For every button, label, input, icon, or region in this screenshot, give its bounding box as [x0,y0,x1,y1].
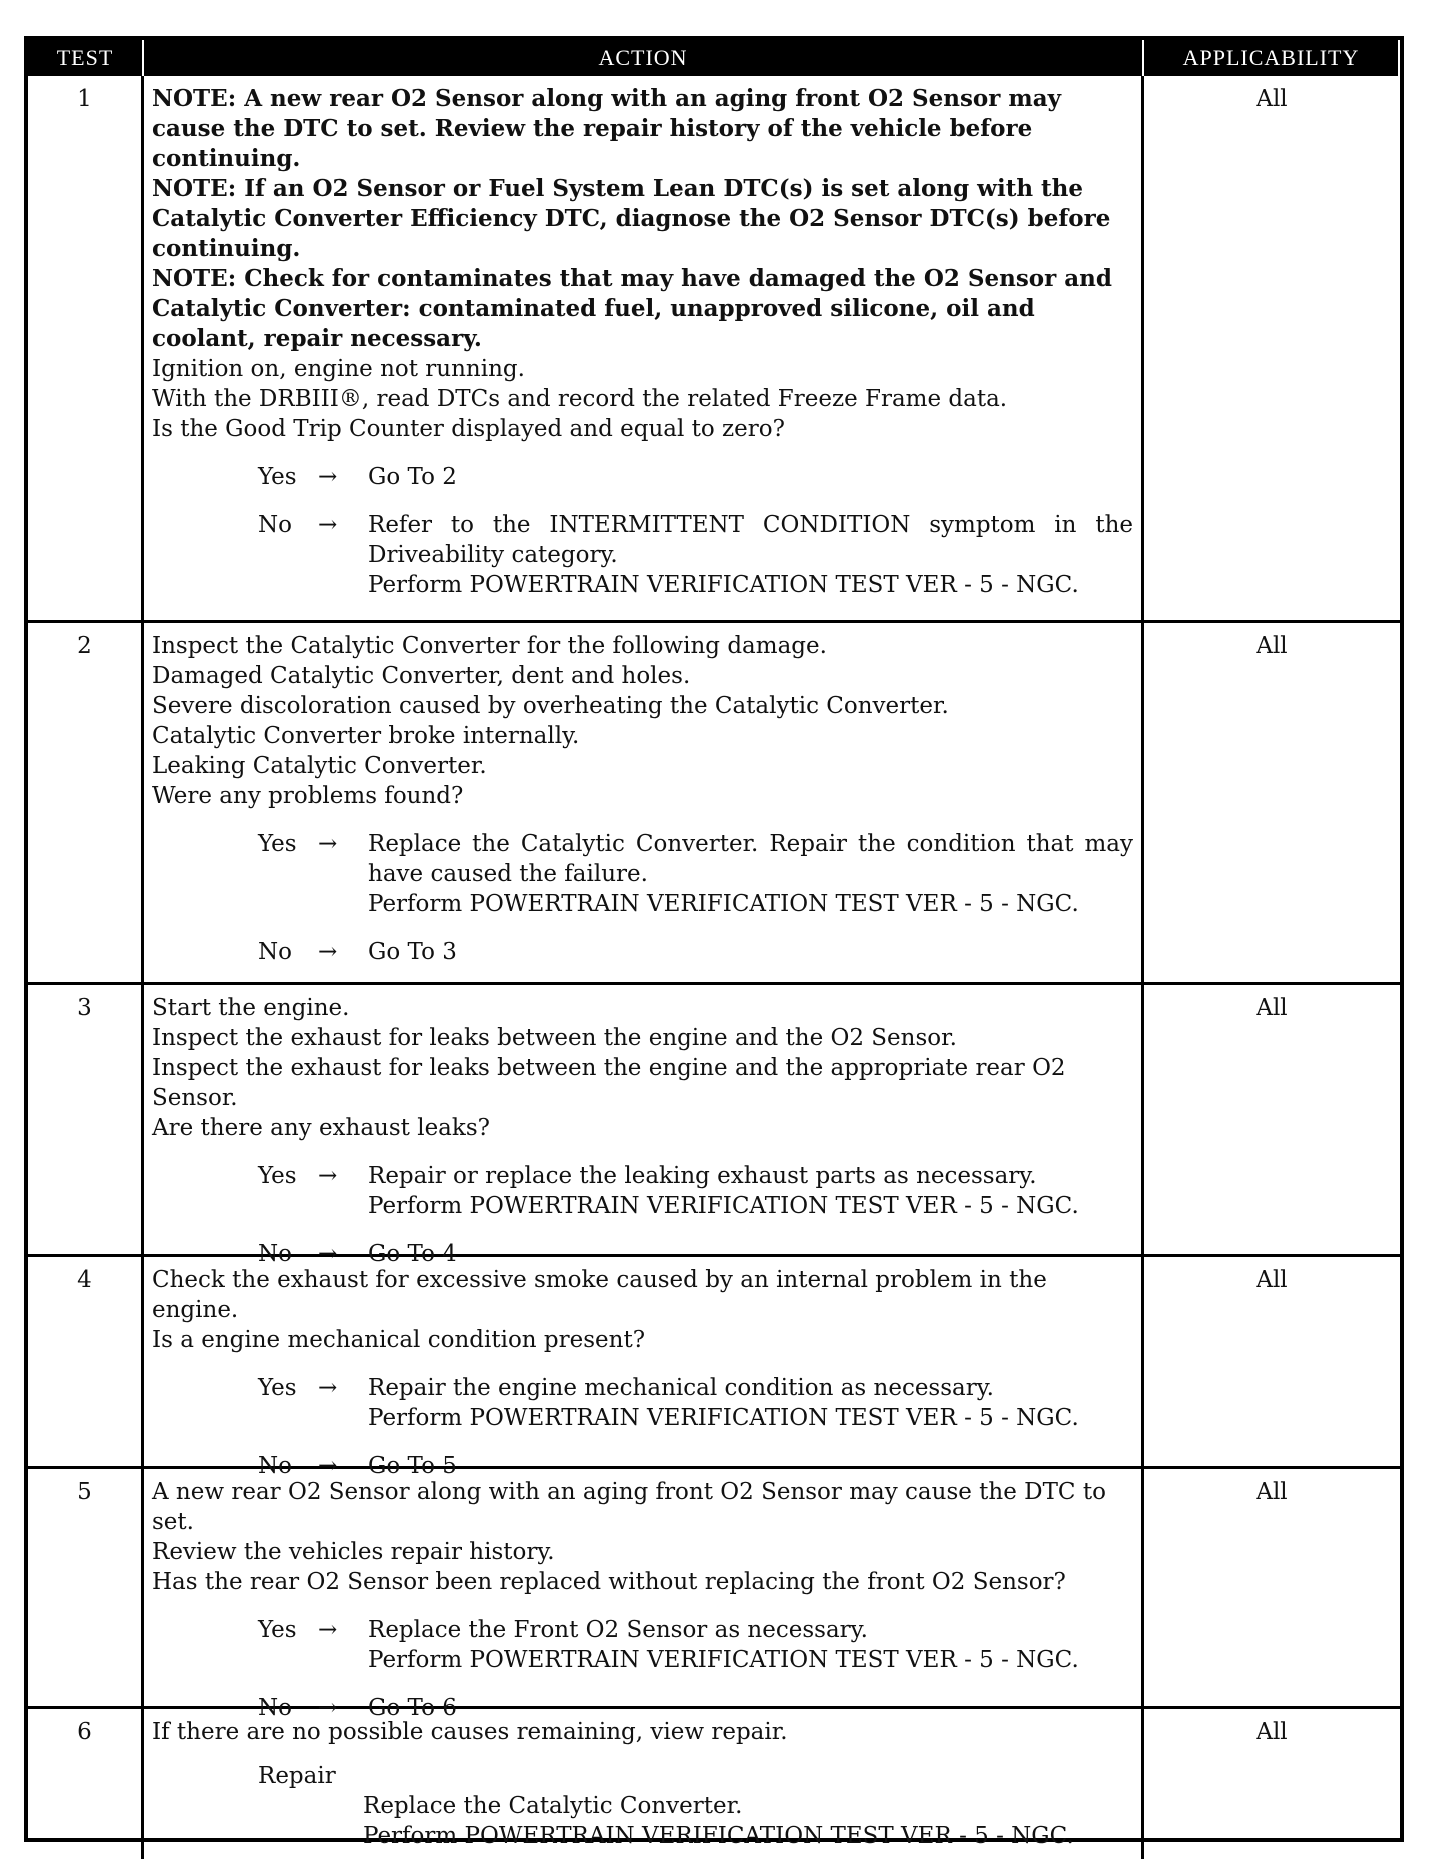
yes-detail-line: Repair the engine mechanical condition as necessary. [368,1375,994,1401]
arrow-icon: → [318,1241,338,1267]
test-number: 3 [28,985,144,1257]
yes-detail [368,1161,1133,1221]
arrow-icon: → [318,1453,338,1479]
repair-line: Perform POWERTRAIN VERIFICATION TEST VER - 5 - NGC. [363,1823,1074,1849]
yes-detail-line: Replace the Front O2 Sensor as necessary. [368,1617,868,1643]
yes-detail-line: Perform POWERTRAIN VERIFICATION TEST VER - 5 - NGC. [368,891,1079,917]
repair-line: Replace the Catalytic Converter. [363,1793,743,1819]
yes-label: Yes [258,1617,297,1643]
action-line: Is a engine mechanical condition present? [152,1327,646,1353]
applicability-cell: All [1144,985,1400,1257]
action-line: Severe discoloration caused by overheating the Catalytic Converter. [152,693,949,719]
action-line: Damaged Catalytic Converter, dent and holes. [152,663,691,689]
note-text: NOTE: Check for contaminates that may have damaged the O2 Sensor and Catalytic Converter: contaminated fuel, unapproved silicone, oil and coolant, repair necessary. [152,265,1112,352]
action-line: Has the rear O2 Sensor been replaced without replacing the front O2 Sensor? [152,1569,1066,1595]
yes-outcome [258,1161,1133,1221]
no-label: No [258,1453,292,1479]
header-test: TEST [28,40,144,76]
no-outcome [258,937,1133,967]
applicability-cell: All [1144,76,1400,623]
arrow-icon: → [318,512,338,538]
yes-outcome [258,1615,1133,1675]
action-cell [144,1709,1144,1859]
header-action: ACTION [144,40,1144,76]
no-detail: Go To 4 [368,1241,457,1267]
action-line: Is the Good Trip Counter displayed and equal to zero? [152,416,785,442]
arrow-icon: → [318,1375,338,1401]
yes-detail-line: Perform POWERTRAIN VERIFICATION TEST VER - 5 - NGC. [368,1647,1079,1673]
arrow-icon: → [318,1617,338,1643]
header-applicability: APPLICABILITY [1144,40,1400,76]
yes-detail-line: Perform POWERTRAIN VERIFICATION TEST VER - 5 - NGC. [368,1193,1079,1219]
repair-lines [363,1791,1133,1851]
yes-detail-line: Perform POWERTRAIN VERIFICATION TEST VER - 5 - NGC. [368,1405,1079,1431]
repair-label: Repair [258,1763,336,1789]
test-number: 6 [28,1709,144,1859]
action-line: Leaking Catalytic Converter. [152,753,487,779]
action-line: A new rear O2 Sensor along with an aging front O2 Sensor may cause the DTC to set. [152,1479,1106,1535]
arrow-icon: → [318,831,338,857]
yes-detail-line: Repair or replace the leaking exhaust parts as necessary. [368,1163,1037,1189]
action-cell [144,985,1144,1267]
action-line: Catalytic Converter broke internally. [152,723,580,749]
action-cell [144,76,1144,623]
yes-detail [368,829,1133,919]
yes-outcome [258,829,1133,919]
yes-outcome [258,1373,1133,1433]
yes-label: Yes [258,831,297,857]
no-detail [368,510,1133,600]
no-detail: Go To 5 [368,1453,457,1479]
no-label: No [258,939,292,965]
yes-detail-line: Replace the Catalytic Converter. Repair the condition that may have caused the failure. [368,831,1133,887]
action-line: Inspect the exhaust for leaks between the engine and the appropriate rear O2 Sensor. [152,1055,1066,1111]
no-detail: Go To 6 [368,1695,457,1721]
no-label: No [258,512,292,538]
applicability-cell: All [1144,1257,1400,1469]
action-line: Start the engine. [152,995,350,1021]
action-line: Inspect the Catalytic Converter for the following damage. [152,633,827,659]
test-number: 4 [28,1257,144,1469]
action-line: If there are no possible causes remaining, view repair. [152,1719,788,1745]
action-cell [144,1469,1144,1721]
action-line: Are there any exhaust leaks? [152,1115,490,1141]
no-label: No [258,1695,292,1721]
note-text: NOTE: If an O2 Sensor or Fuel System Lean DTC(s) is set along with the Catalytic Converter Efficiency DTC, diagnose the O2 Sensor DTC(s) before continuing. [152,175,1111,262]
yes-detail [368,1373,1133,1433]
action-cell [144,623,1144,985]
no-detail-line: Perform POWERTRAIN VERIFICATION TEST VER - 5 - NGC. [368,572,1079,598]
arrow-icon: → [318,1695,338,1721]
yes-label: Yes [258,1163,297,1189]
note-text: NOTE: A new rear O2 Sensor along with an aging front O2 Sensor may cause the DTC to set. Review the repair history of the vehicle before continuing. [152,85,1062,172]
action-line: With the DRBIII®, read DTCs and record the related Freeze Frame data. [152,386,1008,412]
no-detail-line: Refer to the INTERMITTENT CONDITION symptom in the Driveability category. [368,512,1133,568]
yes-detail [368,1615,1133,1675]
no-label: No [258,1241,292,1267]
no-detail: Go To 3 [368,939,457,965]
yes-label: Yes [258,1375,297,1401]
action-line: Inspect the exhaust for leaks between the engine and the O2 Sensor. [152,1025,957,1051]
action-cell [144,1257,1144,1479]
action-line: Check the exhaust for excessive smoke caused by an internal problem in the engine. [152,1267,1047,1323]
yes-detail: Go To 2 [368,464,457,490]
arrow-icon: → [318,464,338,490]
test-number: 1 [28,76,144,623]
action-line: Ignition on, engine not running. [152,356,525,382]
test-number: 5 [28,1469,144,1709]
yes-outcome [258,462,1133,492]
applicability-cell: All [1144,623,1400,985]
yes-label: Yes [258,464,297,490]
repair-block [258,1761,1133,1851]
action-line: Review the vehicles repair history. [152,1539,555,1565]
test-number: 2 [28,623,144,985]
diagnostic-table [24,36,1404,1849]
action-line: Were any problems found? [152,783,464,809]
applicability-cell: All [1144,1469,1400,1709]
applicability-cell: All [1256,1719,1288,1745]
arrow-icon: → [318,1163,338,1189]
arrow-icon: → [318,939,338,965]
no-outcome [258,510,1133,600]
